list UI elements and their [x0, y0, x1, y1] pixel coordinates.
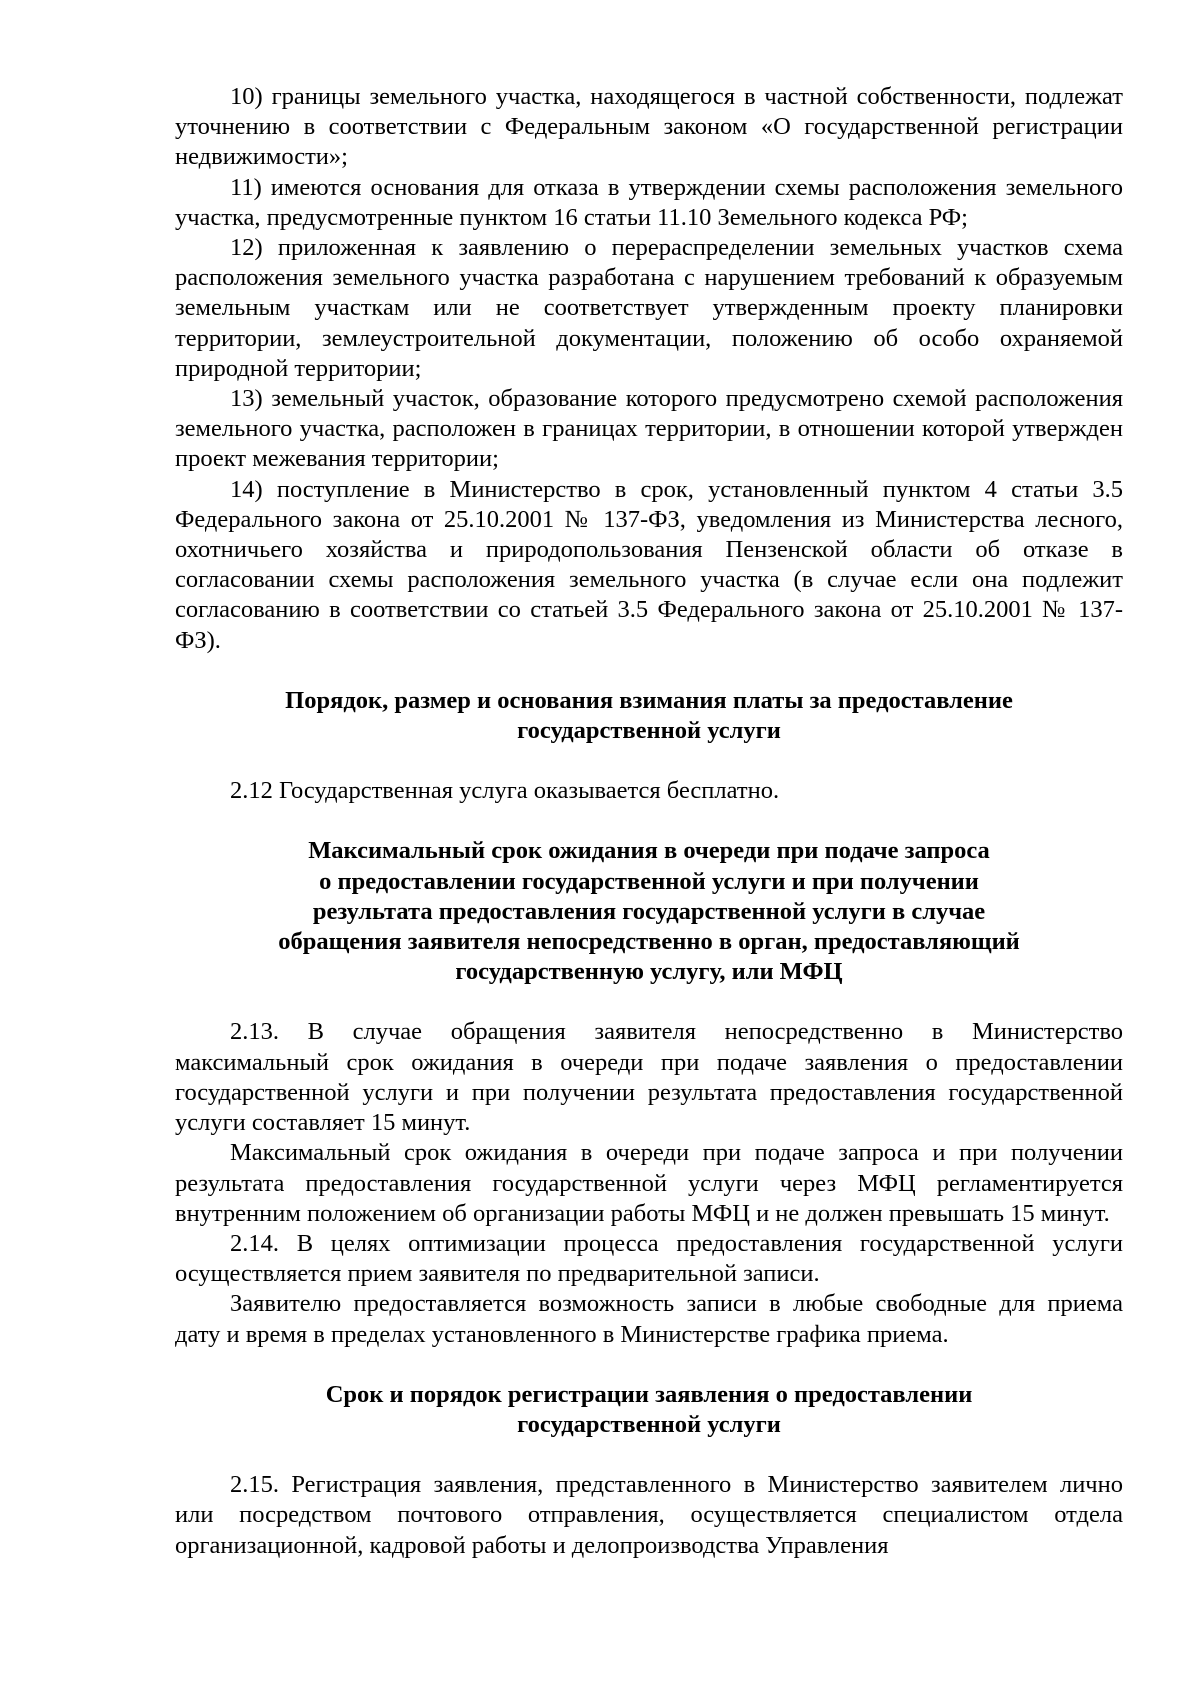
paragraph-item-10: 10) границы земельного участка, находящегося в частной собственности, подлежат уточнению в соответствии с Федеральным законом «О государственной регистрации недвижимости»;	[175, 83, 1123, 171]
paragraph-2-14: 2.14. В целях оптимизации процесса предоставления государственной услуги осуществляется прием заявителя по предварительной записи.	[175, 1229, 1123, 1288]
heading-queue-line: государственную услугу, или МФЦ	[455, 958, 843, 986]
heading-fee	[175, 686, 1123, 746]
heading-queue-line: Максимальный срок ожидания в очереди при подаче запроса	[308, 837, 990, 865]
heading-fee-line: Порядок, размер и основания взимания платы за предоставление	[285, 686, 1013, 714]
heading-queue	[175, 836, 1123, 987]
paragraph-mfc-wait: Максимальный срок ожидания в очереди при подаче запроса и при получении результата предоставления государственной услуги через МФЦ регламентируется внутренним положением об организации работы МФЦ и не должен превышать 15 минут.	[175, 1139, 1123, 1227]
paragraph-item-13: 13) земельный участок, образование которого предусмотрено схемой расположения земельного участка, расположен в границах территории, в отношении которой утвержден проект межевания территории;	[175, 385, 1123, 473]
paragraph-item-11: 11) имеются основания для отказа в утверждении схемы расположения земельного участка, предусмотренные пунктом 16 статьи 11.10 Земельного кодекса РФ;	[175, 173, 1123, 231]
paragraph-item-14: 14) поступление в Министерство в срок, установленный пунктом 4 статьи 3.5 Федерального закона от 25.10.2001 № 137-ФЗ, уведомления из Министерства лесного, охотничьего хозяйства и природопользования Пензенской области об отказе в согласовании схемы расположения земельного участка (в случае если она подлежит согласованию в соответствии со статьей 3.5 Федерального закона от 25.10.2001 № 137-ФЗ).	[175, 475, 1123, 654]
heading-queue-line: о предоставлении государственной услуги и при получении	[319, 867, 979, 895]
paragraph-2-15: 2.15. Регистрация заявления, представленного в Министерство заявителем лично или посредством почтового отправления, осуществляется специалистом отдела организационной, кадровой работы и делопроизводства Управления	[175, 1471, 1123, 1559]
document-page	[175, 82, 1123, 1561]
heading-registration-line: государственной услуги	[517, 1410, 781, 1438]
heading-queue-line: результата предоставления государственной услуги в случае	[312, 897, 986, 925]
heading-queue-line: обращения заявителя непосредственно в орган, предоставляющий	[278, 928, 1020, 956]
paragraph-2-13: 2.13. В случае обращения заявителя непосредственно в Министерство максимальный срок ожидания в очереди при подаче заявления о предоставлении государственной услуги и при получении результата предоставления государственной услуги составляет 15 минут.	[175, 1018, 1123, 1137]
paragraph-item-12: 12) приложенная к заявлению о перераспределении земельных участков схема расположения земельного участка разработана с нарушением требований к образуемым земельным участкам или не соответствует утвержденным проекту планировки территории, землеустроительной документации, положению об особо охраняемой природной территории;	[175, 234, 1123, 382]
paragraph-appointment: Заявителю предоставляется возможность записи в любые свободные для приема дату и время в пределах установленного в Министерстве графика приема.	[175, 1290, 1123, 1348]
heading-fee-line: государственной услуги	[517, 717, 781, 745]
heading-registration-line: Срок и порядок регистрации заявления о предоставлении	[325, 1380, 973, 1408]
paragraph-2-12: 2.12 Государственная услуга оказывается бесплатно.	[230, 777, 780, 805]
heading-registration	[175, 1380, 1123, 1440]
